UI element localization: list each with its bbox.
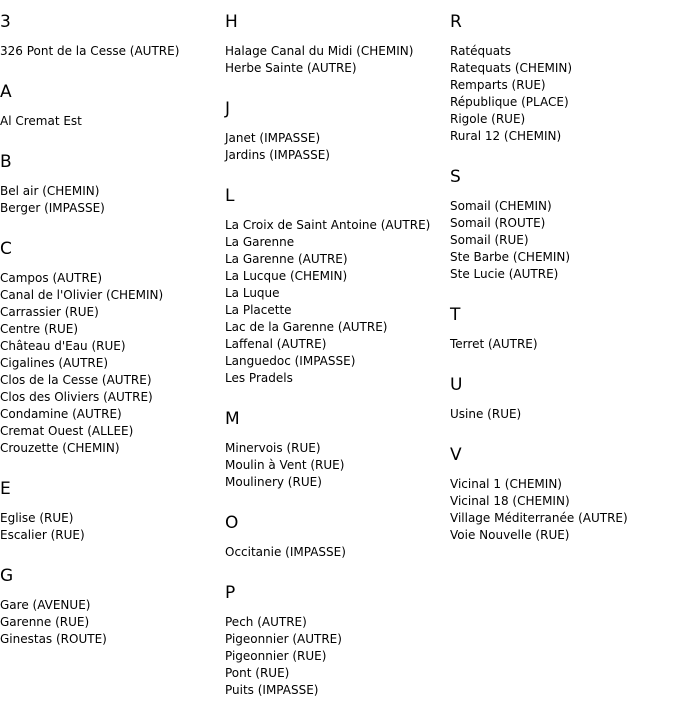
street-link[interactable]: La Lucque (CHEMIN) xyxy=(225,269,348,283)
street-list-item xyxy=(225,353,449,370)
street-link[interactable]: Cigalines (AUTRE) xyxy=(0,356,109,370)
street-link[interactable]: Remparts (RUE) xyxy=(450,78,546,92)
street-list-item xyxy=(225,268,449,285)
street-list-item xyxy=(450,527,674,544)
index-column xyxy=(0,0,224,658)
street-list-item xyxy=(0,321,224,338)
street-list-item xyxy=(225,631,449,648)
section-letter-heading: V xyxy=(450,445,462,465)
street-list-item xyxy=(0,389,224,406)
street-list-item xyxy=(225,457,449,474)
street-list-item xyxy=(0,423,224,440)
letter-section xyxy=(450,293,674,363)
street-link[interactable]: Pont (RUE) xyxy=(225,666,290,680)
section-letter-heading: T xyxy=(450,305,461,325)
street-list-item xyxy=(0,43,224,60)
street-link[interactable]: Laffenal (AUTRE) xyxy=(225,337,327,351)
street-list-item xyxy=(450,249,674,266)
letter-section xyxy=(225,571,449,709)
section-letter-heading: M xyxy=(225,409,240,429)
street-link[interactable]: Usine (RUE) xyxy=(450,407,522,421)
street-link[interactable]: Village Méditerranée (AUTRE) xyxy=(450,511,628,525)
section-letter-heading: E xyxy=(0,479,11,499)
street-link[interactable]: Ratequats (CHEMIN) xyxy=(450,61,573,75)
street-list xyxy=(0,586,224,658)
street-list-item xyxy=(0,527,224,544)
street-list-item xyxy=(450,510,674,527)
street-link[interactable]: Ste Lucie (AUTRE) xyxy=(450,267,559,281)
street-link[interactable]: Garenne (RUE) xyxy=(0,615,90,629)
street-link[interactable]: Herbe Sainte (AUTRE) xyxy=(225,61,357,75)
street-link[interactable]: Rural 12 (CHEMIN) xyxy=(450,129,562,143)
street-link[interactable]: Crouzette (CHEMIN) xyxy=(0,441,120,455)
street-link[interactable]: La Garenne xyxy=(225,235,295,249)
section-letter-heading: H xyxy=(225,12,238,32)
street-list-item xyxy=(225,682,449,699)
street-list xyxy=(450,325,674,363)
section-letter-heading: U xyxy=(450,375,463,395)
section-letter-heading: S xyxy=(450,167,461,187)
street-list xyxy=(0,32,224,70)
street-list xyxy=(225,429,449,501)
street-link[interactable]: Carrassier (RUE) xyxy=(0,305,99,319)
street-list-item xyxy=(450,198,674,215)
street-link[interactable]: Somail (CHEMIN) xyxy=(450,199,552,213)
street-link[interactable]: Gare (AVENUE) xyxy=(0,598,91,612)
street-list-item xyxy=(0,338,224,355)
street-list-item xyxy=(450,493,674,510)
section-letter-heading: J xyxy=(225,99,231,119)
street-list-item xyxy=(225,217,449,234)
index-column xyxy=(450,0,674,554)
street-list xyxy=(450,32,674,155)
street-link[interactable]: Ste Barbe (CHEMIN) xyxy=(450,250,571,264)
street-list-item xyxy=(450,336,674,353)
letter-section xyxy=(0,554,224,658)
street-link[interactable]: La Placette xyxy=(225,303,292,317)
street-link[interactable]: La Garenne (AUTRE) xyxy=(225,252,348,266)
street-list-item xyxy=(450,43,674,60)
street-list xyxy=(225,119,449,174)
street-list-item xyxy=(225,234,449,251)
section-letter-heading: C xyxy=(0,239,12,259)
street-link[interactable]: Rigole (RUE) xyxy=(450,112,526,126)
street-link[interactable]: Moulinery (RUE) xyxy=(225,475,322,489)
street-list-item xyxy=(225,285,449,302)
section-letter-heading: R xyxy=(450,12,462,32)
street-list xyxy=(0,102,224,140)
street-list-item xyxy=(450,60,674,77)
section-letter-heading: O xyxy=(225,513,239,533)
street-link[interactable]: Eglise (RUE) xyxy=(0,511,74,525)
street-list xyxy=(225,206,449,397)
street-list-item xyxy=(450,215,674,232)
letter-section xyxy=(0,227,224,467)
street-list-item xyxy=(225,251,449,268)
letter-section xyxy=(225,174,449,397)
street-list-item xyxy=(0,355,224,372)
street-link[interactable]: La Luque xyxy=(225,286,280,300)
street-link[interactable]: 326 Pont de la Cesse (AUTRE) xyxy=(0,44,180,58)
street-list xyxy=(225,32,449,87)
street-link[interactable]: Vicinal 1 (CHEMIN) xyxy=(450,477,562,491)
letter-section xyxy=(0,140,224,227)
street-link[interactable]: Bel air (CHEMIN) xyxy=(0,184,100,198)
street-link[interactable]: Clos des Oliviers (AUTRE) xyxy=(0,390,153,404)
letter-section xyxy=(225,397,449,501)
street-list-item xyxy=(225,648,449,665)
street-link[interactable]: Vicinal 18 (CHEMIN) xyxy=(450,494,570,508)
street-list xyxy=(225,603,449,709)
street-list-item xyxy=(225,336,449,353)
street-list-item xyxy=(225,43,449,60)
section-letter-heading: G xyxy=(0,566,14,586)
street-link[interactable]: Pech (AUTRE) xyxy=(225,615,307,629)
street-list-item xyxy=(225,544,449,561)
letter-section xyxy=(450,155,674,293)
letter-section xyxy=(450,433,674,554)
letter-section xyxy=(225,87,449,174)
street-link[interactable]: Languedoc (IMPASSE) xyxy=(225,354,356,368)
street-link[interactable]: Janet (IMPASSE) xyxy=(225,131,321,145)
street-list-item xyxy=(0,113,224,130)
street-list xyxy=(0,172,224,227)
street-list-item xyxy=(0,597,224,614)
street-list xyxy=(0,499,224,554)
letter-section xyxy=(0,0,224,70)
street-list-item xyxy=(450,232,674,249)
street-link[interactable]: Clos de la Cesse (AUTRE) xyxy=(0,373,152,387)
letter-section xyxy=(450,0,674,155)
letter-section xyxy=(0,467,224,554)
street-link[interactable]: Pigeonnier (RUE) xyxy=(225,649,327,663)
street-list-item xyxy=(0,631,224,648)
street-list-item xyxy=(0,287,224,304)
street-list-item xyxy=(450,476,674,493)
index-column xyxy=(225,0,449,709)
street-link[interactable]: Ratéquats xyxy=(450,44,512,58)
street-list xyxy=(450,187,674,293)
street-link[interactable]: Les Pradels xyxy=(225,371,293,385)
street-list-item xyxy=(225,302,449,319)
street-list-item xyxy=(225,370,449,387)
street-link[interactable]: Jardins (IMPASSE) xyxy=(225,148,330,162)
street-link[interactable]: Château d'Eau (RUE) xyxy=(0,339,126,353)
street-list-item xyxy=(450,94,674,111)
street-list-item xyxy=(225,319,449,336)
street-list-item xyxy=(450,266,674,283)
street-list-item xyxy=(450,111,674,128)
section-letter-heading: 3 xyxy=(0,12,11,32)
street-list-item xyxy=(0,200,224,217)
street-list-item xyxy=(0,440,224,457)
street-list-item xyxy=(225,147,449,164)
street-link[interactable]: Cremat Ouest (ALLEE) xyxy=(0,424,134,438)
street-link[interactable]: Puits (IMPASSE) xyxy=(225,683,319,697)
street-list-item xyxy=(0,304,224,321)
street-link[interactable]: Voie Nouvelle (RUE) xyxy=(450,528,570,542)
letter-section xyxy=(450,363,674,433)
street-link[interactable]: Centre (RUE) xyxy=(0,322,79,336)
street-list-item xyxy=(225,474,449,491)
street-link[interactable]: Minervois (RUE) xyxy=(225,441,321,455)
street-list-item xyxy=(0,406,224,423)
street-list-item xyxy=(225,614,449,631)
street-list-item xyxy=(0,270,224,287)
section-letter-heading: B xyxy=(0,152,12,172)
street-list-item xyxy=(450,128,674,145)
street-link[interactable]: Terret (AUTRE) xyxy=(450,337,538,351)
street-link[interactable]: Canal de l'Olivier (CHEMIN) xyxy=(0,288,164,302)
street-link[interactable]: Moulin à Vent (RUE) xyxy=(225,458,345,472)
letter-section xyxy=(0,70,224,140)
section-letter-heading: L xyxy=(225,186,235,206)
section-letter-heading: A xyxy=(0,82,12,102)
street-link[interactable]: République (PLACE) xyxy=(450,95,569,109)
section-letter-heading: P xyxy=(225,583,236,603)
street-link[interactable]: Lac de la Garenne (AUTRE) xyxy=(225,320,388,334)
street-list-item xyxy=(225,665,449,682)
street-link[interactable]: La Croix de Saint Antoine (AUTRE) xyxy=(225,218,431,232)
street-list-item xyxy=(225,60,449,77)
street-link[interactable]: Berger (IMPASSE) xyxy=(0,201,105,215)
street-link[interactable]: Campos (AUTRE) xyxy=(0,271,103,285)
street-link[interactable]: Escalier (RUE) xyxy=(0,528,85,542)
street-link[interactable]: Occitanie (IMPASSE) xyxy=(225,545,346,559)
street-list-item xyxy=(0,372,224,389)
street-link[interactable]: Somail (ROUTE) xyxy=(450,216,546,230)
street-list-item xyxy=(0,183,224,200)
street-list-item xyxy=(0,614,224,631)
street-link[interactable]: Condamine (AUTRE) xyxy=(0,407,122,421)
street-list xyxy=(0,259,224,467)
street-list-item xyxy=(225,440,449,457)
street-link[interactable]: Ginestas (ROUTE) xyxy=(0,632,107,646)
street-list xyxy=(450,465,674,554)
street-link[interactable]: Somail (RUE) xyxy=(450,233,529,247)
letter-section xyxy=(225,501,449,571)
street-list-item xyxy=(0,510,224,527)
street-link[interactable]: Pigeonnier (AUTRE) xyxy=(225,632,342,646)
street-link[interactable]: Al Cremat Est xyxy=(0,114,82,128)
street-list-item xyxy=(450,406,674,423)
letter-section xyxy=(225,0,449,87)
street-list xyxy=(225,533,449,571)
street-list-item xyxy=(225,130,449,147)
street-list-item xyxy=(450,77,674,94)
street-list xyxy=(450,395,674,433)
street-link[interactable]: Halage Canal du Midi (CHEMIN) xyxy=(225,44,414,58)
